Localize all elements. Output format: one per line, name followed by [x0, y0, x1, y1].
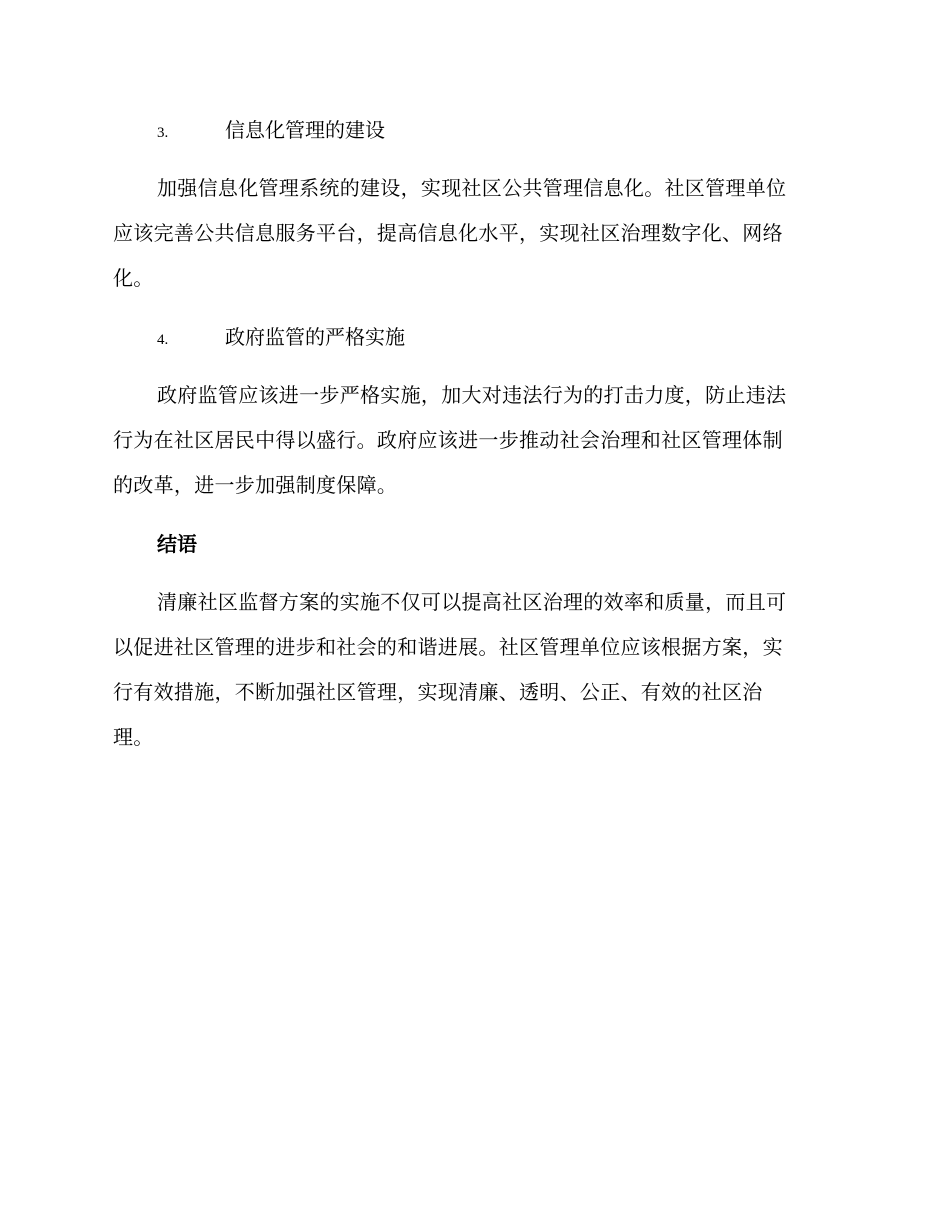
paragraph-line: 应该完善公共信息服务平台，提高信息化水平，实现社区治理数字化、网络: [113, 221, 783, 245]
section-number: 3.: [157, 125, 169, 141]
paragraph-line: 的改革，进一步加强制度保障。: [113, 473, 398, 497]
paragraph-line: 行为在社区居民中得以盛行。政府应该进一步推动社会治理和社区管理体制: [113, 428, 783, 452]
conclusion-title: 结语: [157, 532, 197, 556]
paragraph-line: 行有效措施，不断加强社区管理，实现清廉、透明、公正、有效的社区治: [113, 680, 763, 704]
section-heading-3: [157, 108, 833, 152]
conclusion-paragraph: [113, 580, 833, 760]
paragraph-line: 清廉社区监督方案的实施不仅可以提高社区治理的效率和质量，而且可: [157, 590, 787, 614]
paragraph-line: 理。: [113, 725, 154, 749]
section-title: 信息化管理的建设: [225, 118, 385, 142]
section-paragraph-4: [113, 373, 833, 508]
section-number: 4.: [157, 332, 169, 348]
paragraph-line: 以促进社区管理的进步和社会的和谐进展。社区管理单位应该根据方案，实: [113, 635, 783, 659]
section-paragraph-3: [113, 166, 833, 301]
section-heading-4: [157, 315, 833, 359]
paragraph-line: 加强信息化管理系统的建设，实现社区公共管理信息化。社区管理单位: [157, 176, 787, 200]
paragraph-line: 化。: [113, 266, 154, 290]
section-title: 政府监管的严格实施: [225, 325, 405, 349]
paragraph-line: 政府监管应该进一步严格实施，加大对违法行为的打击力度，防止违法: [157, 383, 787, 407]
document-page: [113, 108, 833, 774]
